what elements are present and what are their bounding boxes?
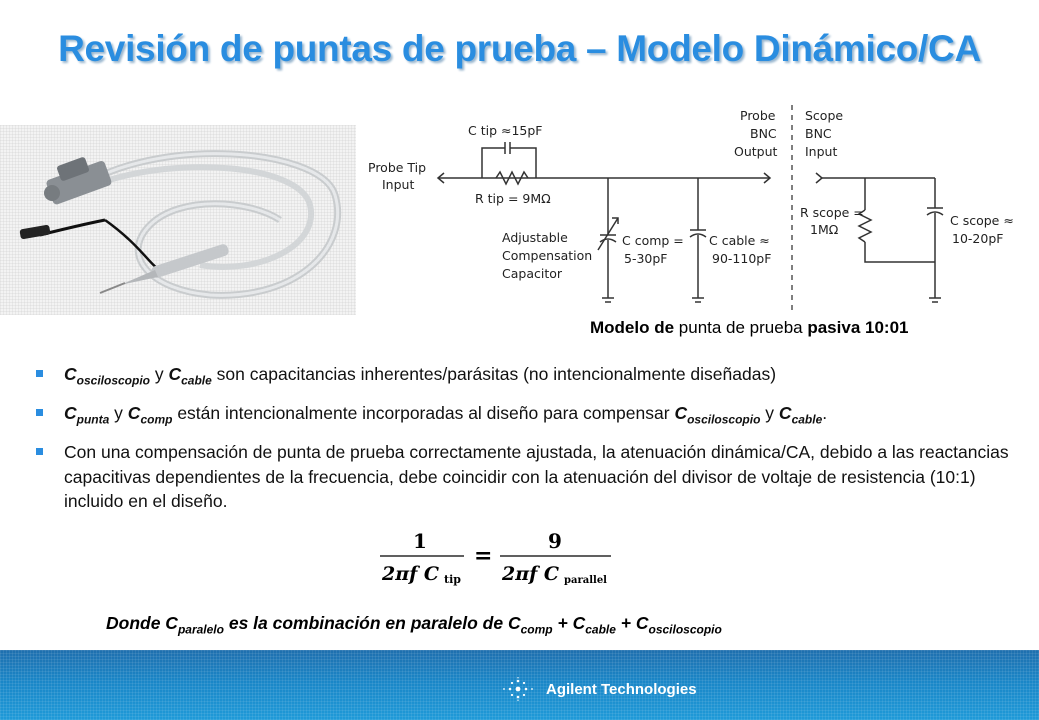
label-rscope-1: R scope = bbox=[800, 205, 864, 220]
label-scope-bnc-2: BNC bbox=[805, 126, 832, 141]
label-rscope-2: 1MΩ bbox=[810, 222, 839, 237]
label-adjustable-2: Compensation bbox=[502, 248, 593, 263]
bullet-item-2 bbox=[36, 401, 1016, 432]
label-probe-bnc-1: Probe bbox=[740, 108, 776, 123]
slide-title: Revisión de puntas de prueba – Modelo Dinámico/CA bbox=[58, 28, 981, 69]
bullet-marker bbox=[36, 409, 43, 416]
footer-bar bbox=[0, 650, 1039, 720]
bullet-text: y bbox=[150, 364, 169, 384]
bullet-text: y bbox=[760, 403, 779, 423]
formula-den-right-sub: parallel bbox=[564, 575, 607, 586]
bullet-item-3 bbox=[36, 440, 1016, 514]
cap-term: $C_{osciloscopio}$ bbox=[64, 364, 150, 388]
label-probe-bnc-3: Output bbox=[734, 144, 778, 159]
bullet-text: son capacitancias inherentes/parásitas (no intencionalmente diseñadas) bbox=[211, 364, 777, 384]
label-ctip: C tip ≈15pF bbox=[468, 123, 543, 138]
label-ccable-2: 90-110pF bbox=[712, 251, 772, 266]
label-probe-bnc-2: BNC bbox=[750, 126, 777, 141]
label-cscope-1: C scope ≈ bbox=[950, 213, 1014, 228]
probe-photo bbox=[0, 125, 356, 315]
formula-den-left: 2πf C bbox=[382, 563, 440, 585]
formula-equals: = bbox=[474, 543, 493, 569]
bullet-marker bbox=[36, 370, 43, 377]
brand-name: Agilent Technologies bbox=[546, 680, 697, 698]
schematic-caption bbox=[590, 318, 908, 338]
label-scope-bnc-1: Scope bbox=[805, 108, 844, 123]
bullet-item-1 bbox=[36, 362, 1016, 393]
label-probe-tip-1: Probe Tip bbox=[368, 160, 427, 175]
formula bbox=[378, 528, 638, 590]
cap-term: $C_{comp}$ bbox=[127, 403, 173, 427]
cap-term: $C_{cable}$ bbox=[778, 403, 823, 427]
cap-term: $C_{osciloscopio}$ bbox=[674, 403, 761, 427]
label-ccable-1: C cable ≈ bbox=[709, 233, 770, 248]
bullet-text: Con una compensación de punta de prueba correctamente ajustada, la atenuación dinámica/CA, debido a las reactancias capacitivas dependientes de la frecuencia, debe coincidir con la atenuación del divisor de voltaje de resistencia (10:1) incluido en el diseño. bbox=[64, 442, 1009, 511]
formula-num-left: 1 bbox=[413, 529, 427, 553]
caption-part3: pasiva 10:01 bbox=[807, 318, 909, 337]
label-cscope-2: 10-20pF bbox=[952, 231, 1004, 246]
label-adjustable-1: Adjustable bbox=[502, 230, 568, 245]
bullet-marker bbox=[36, 448, 43, 455]
label-adjustable-3: Capacitor bbox=[502, 266, 563, 281]
bullet-text: . bbox=[822, 403, 828, 423]
label-scope-bnc-3: Input bbox=[805, 144, 838, 159]
bullet-text: están intencionalmente incorporadas al diseño para compensar bbox=[172, 403, 675, 423]
formula-den-left-sub: tip bbox=[444, 573, 461, 586]
probe-schematic bbox=[360, 100, 1020, 315]
spark-icon bbox=[500, 677, 536, 701]
label-probe-tip-2: Input bbox=[382, 177, 415, 192]
label-ccomp-2: 5-30pF bbox=[624, 251, 668, 266]
label-rtip: R tip = 9MΩ bbox=[475, 191, 551, 206]
formula-num-right: 9 bbox=[548, 529, 562, 553]
caption-part1: Modelo de bbox=[590, 318, 675, 337]
cap-term: $C_{punta}$ bbox=[64, 403, 110, 427]
caption-part2: punta de prueba bbox=[674, 318, 808, 337]
cap-term: $C_{cable}$ bbox=[168, 364, 212, 388]
formula-den-right: 2πf C bbox=[502, 563, 560, 585]
parallel-note: Donde $C_{paralelo}$ es la combinación en paralelo de $C_{comp} + C_{cable} + C_{osciloscopio}$ bbox=[106, 613, 722, 637]
label-ccomp-1: C comp = bbox=[622, 233, 684, 248]
agilent-logo bbox=[500, 677, 697, 701]
bullet-text: y bbox=[109, 403, 128, 423]
bullet-list bbox=[36, 362, 1016, 522]
